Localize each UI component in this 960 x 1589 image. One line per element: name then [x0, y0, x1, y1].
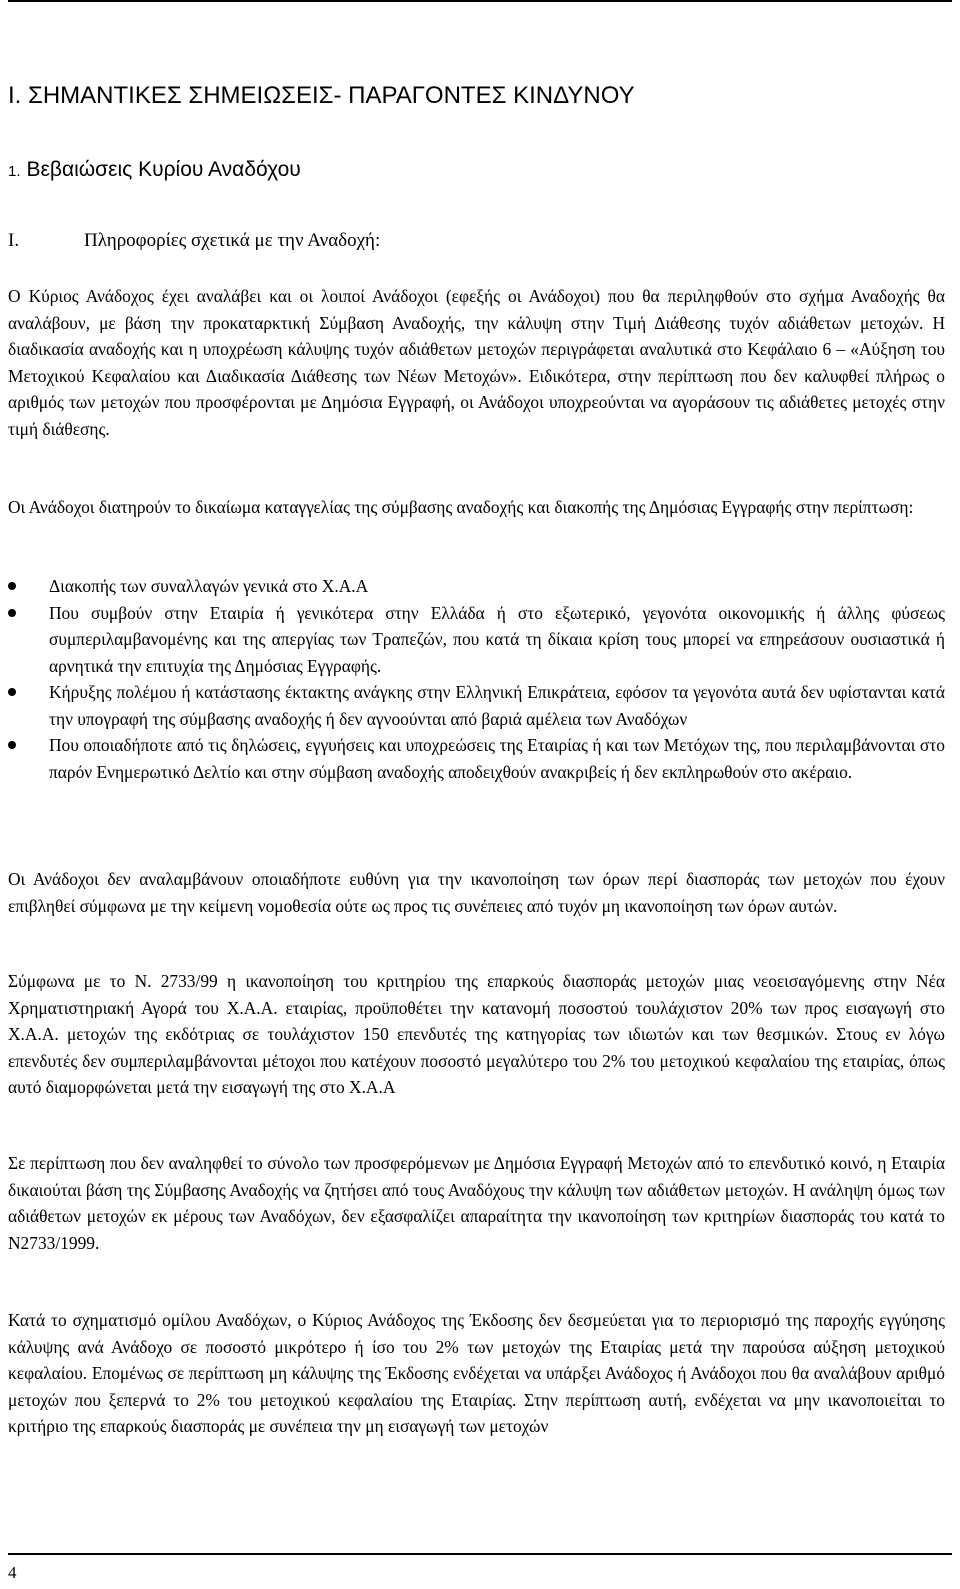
section-heading: I. ΣΗΜΑΝΤΙΚΕΣ ΣΗΜΕΙΩΣΕΙΣ- ΠΑΡΑΓΟΝΤΕΣ ΚΙΝΔΥΝΟΥ: [8, 82, 635, 109]
bullet-icon: [8, 609, 16, 617]
sub-subsection-heading: [8, 230, 380, 252]
paragraph-syndicate: Κατά το σχηματισμό ομίλου Αναδόχων, ο Κύριος Ανάδοχος της Έκδοσης δεν δεσμεύεται για το περιορισμό της παροχής εγγύησης κάλυψης ανά Ανάδοχο σε ποσοστό μικρότερο ή ίσο του 2% των μετοχών της Εταιρίας μετά την παρούσα αύξηση μετοχικού κεφαλαίου. Επομένως σε περίπτωση μη κάλυψης της Έκδοσης ενδέχεται να υπάρξει Ανάδοχος ή Ανάδοχοι που θα αναλάβουν αριθμό μετοχών που ξεπερνά το 2% του μετοχικού κεφαλαίου της Εταιρίας. Στην περίπτωση αυτή, ενδέχεται να μην ικανοποιείται το κριτήριο της επαρκούς διασποράς με συνέπεια την μη εισαγωγή των μετοχών: [8, 1310, 945, 1436]
list-item-text: Που συμβούν στην Εταιρία ή γενικότερα στην Ελλάδα ή στο εξωτερικό, γεγονότα οικονομικής ή άλλης φύσεως συμπεριλαμβανομένης και της απεργίας των Τραπεζών, που κατά τη δίκαια κρίση τους μπορεί να επηρεάσουν ουσιαστικά ή αρνητικά την επιτυχία της Δημόσιας Εγγραφής.: [49, 602, 945, 676]
page-number: 4: [8, 1563, 17, 1582]
paragraph-termination-right: Οι Ανάδοχοι διατηρούν το δικαίωμα καταγγελίας της σύμβασης αναδοχής και διακοπής της Δημόσιας Εγγραφής στην περίπτωση:: [8, 497, 914, 517]
list-item-text: Κήρυξης πολέμου ή κατάστασης έκτακτης ανάγκης στην Ελληνική Επικράτεια, εφόσον τα γεγονότα αυτά δεν υφίστανται κατά την υπογραφή της σύμβασης αναδοχής ή δεν αγνοούνται από βαριά αμέλεια των Αναδόχων: [49, 682, 945, 729]
subsection-heading: [8, 158, 301, 182]
paragraph-no-liability: Οι Ανάδοχοι δεν αναλαμβάνουν οποιαδήποτε ευθύνη για την ικανοποίηση των όρων περί διασποράς των μετοχών που έχουν επιβληθεί σύμφωνα με την κείμενη νομοθεσία ούτε ως προς τις συνέπειες από τυχόν μη ικανοποίηση των όρων αυτών.: [8, 869, 945, 916]
bullet-icon: [8, 741, 16, 749]
list-item: [8, 600, 945, 680]
list-item: [8, 573, 945, 600]
paragraph-law-2733: Σύμφωνα με το Ν. 2733/99 η ικανοποίηση του κριτηρίου της επαρκούς διασποράς μετοχών μιας νεοεισαγόμενης στην Νέα Χρηματιστηριακή Αγορά του Χ.Α.Α. εταιρίας, προϋποθέτει την κατανομή ποσοστού τουλάχιστον 20% των προς εισαγωγή στο Χ.Α.Α. μετοχών της εκδότριας σε τουλάχιστον 150 επενδυτές της κατηγορίας των ιδιωτών και των θεσμικών. Στους εν λόγω επενδυτές δεν συμπεριλαμβάνονται μέτοχοι που κατέχουν ποσοστό μεγαλύτερο του 2% του μετοχικού κεφαλαίου της εταιρίας, όπως αυτό διαμορφώνεται μετά την εισαγωγή της στο Χ.Α.Α: [8, 971, 945, 1097]
list-item: [8, 732, 945, 785]
sub-subsection-number: I.: [8, 230, 20, 251]
subsection-number: 1.: [8, 163, 21, 180]
paragraph-unsubscribed-shares: Σε περίπτωση που δεν αναληφθεί το σύνολο των προσφερόμενων με Δημόσια Εγγραφή Μετοχών από το επενδυτικό κοινό, η Εταιρία δικαιούται βάση της Σύμβασης Αναδοχής να ζητήσει από τους Αναδόχους την κάλυψη των αδιάθετων μετοχών. Η ανάληψη όμως των αδιάθετων μετοχών εκ μέρους των Αναδόχων, δεν εξασφαλίζει απαραίτητα την ικανοποίηση των κριτηρίων διασποράς του κατά το Ν2733/1999.: [8, 1153, 945, 1253]
footer-rule: [8, 1553, 952, 1555]
bullet-icon: [8, 688, 16, 696]
sub-subsection-title: Πληροφορίες σχετικά με την Αναδοχή:: [84, 230, 381, 251]
list-item-text: Που οποιαδήποτε από τις δηλώσεις, εγγυήσεις και υποχρεώσεις της Εταιρίας ή και των Μετόχων της, που περιλαμβάνονται στο παρόν Ενημερωτικό Δελτίο και στην σύμβαση αναδοχής αποδειχθούν ανακριβείς ή δεν εκπληρωθούν στο ακέραιο.: [49, 735, 945, 782]
subsection-title: Βεβαιώσεις Κυρίου Αναδόχου: [26, 158, 301, 181]
top-rule: [8, 0, 952, 2]
list-item-text: Διακοπής των συναλλαγών γενικά στο Χ.Α.Α: [49, 576, 369, 596]
bullet-icon: [8, 582, 16, 590]
list-item: [8, 679, 945, 732]
paragraph-underwriting: Ο Κύριος Ανάδοχος έχει αναλάβει και οι λοιποί Ανάδοχοι (εφεξής οι Ανάδοχοι) που θα περιληφθούν στο σχήμα Αναδοχής θα αναλάβουν, με βάση την προκαταρκτική Σύμβαση Αναδοχής, την κάλυψη στην Τιμή Διάθεσης τυχόν αδιάθετων μετοχών. Η διαδικασία αναδοχής και η υποχρέωση κάλυψης τυχόν αδιάθετων μετοχών περιγράφεται αναλυτικά στο Κεφάλαιο 6 – «Αύξηση του Μετοχικού Κεφαλαίου και Διαδικασία Διάθεσης των Νέων Μετοχών». Ειδικότερα, στην περίπτωση που δεν καλυφθεί πλήρως ο αριθμός των μετοχών που προσφέρονται με Δημόσια Εγγραφή, οι Ανάδοχοι υποχρεούνται να αγοράσουν τις αδιάθετες μετοχές στην τιμή διάθεσης.: [8, 286, 945, 439]
termination-conditions-list: [8, 573, 945, 785]
